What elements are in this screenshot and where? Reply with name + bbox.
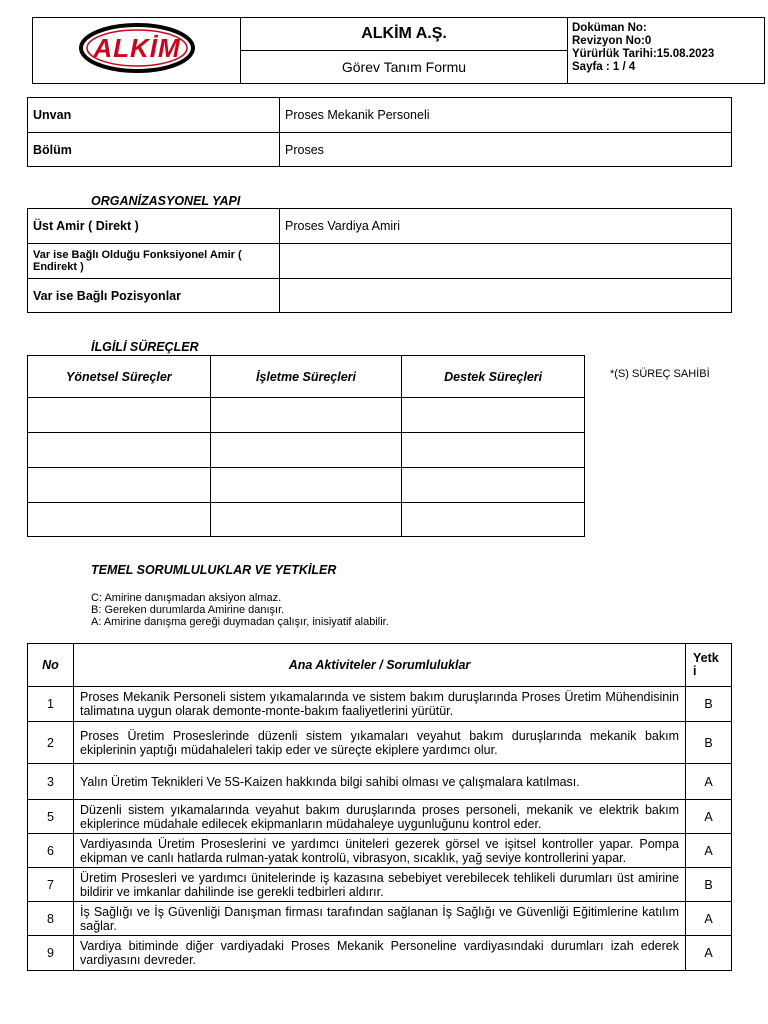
company-name: ALKİM A.Ş.	[241, 18, 568, 51]
table-cell	[210, 398, 402, 433]
table-cell	[210, 433, 402, 468]
company-logo	[78, 22, 196, 74]
legend-item: C: Amirine danışmadan aksiyon almaz.	[91, 592, 282, 604]
department-label: Bölüm	[28, 133, 280, 167]
effective-date: Yürürlük Tarihi:15.08.2023	[572, 48, 715, 60]
row-number: 8	[28, 902, 74, 936]
table-row	[28, 834, 732, 868]
table-row	[28, 687, 732, 722]
row-number: 5	[28, 800, 74, 834]
row-activity: Yalın Üretim Teknikleri Ve 5S-Kaizen hakkında bilgi sahibi olması ve çalışmalara katılması.	[74, 764, 686, 800]
table-cell	[402, 398, 585, 433]
table-row	[28, 433, 585, 468]
column-header-activity: Ana Aktiviteler / Sorumluluklar	[74, 644, 686, 687]
positions-label: Var ise Bağlı Pozisyonlar	[28, 279, 280, 313]
authority-header-line1: Yetk	[693, 651, 719, 665]
document-header	[32, 17, 765, 84]
logo-cell	[33, 18, 241, 84]
row-activity: Proses Üretim Proseslerinde düzenli sistem yıkamaları veyahut bakım duruşlarında mekanik bakım ekiplerinin yaptığı müdahaleleri takip eder ve süreçte ekiplere yardımcı olur.	[74, 722, 686, 764]
table-row	[28, 398, 585, 433]
table-row	[28, 936, 732, 971]
row-number: 7	[28, 868, 74, 902]
row-number: 2	[28, 722, 74, 764]
table-row	[28, 503, 585, 537]
row-authority: B	[686, 868, 732, 902]
table-cell	[28, 398, 211, 433]
responsibilities-heading: TEMEL SORUMLULUKLAR VE YETKİLER	[91, 563, 337, 577]
title-label: Unvan	[28, 98, 280, 133]
process-owner-note: *(S) SÜREÇ SAHİBİ	[610, 368, 710, 380]
row-number: 3	[28, 764, 74, 800]
table-cell	[28, 503, 211, 537]
positions-value	[280, 279, 732, 313]
processes-col-support: Destek Süreçleri	[402, 356, 585, 398]
direct-supervisor-value: Proses Vardiya Amiri	[280, 209, 732, 244]
row-authority: A	[686, 902, 732, 936]
table-cell	[28, 468, 211, 503]
page-number: Sayfa : 1 / 4	[572, 61, 636, 73]
doc-number: Doküman No:	[572, 22, 647, 34]
authority-header-line2: i	[693, 664, 697, 678]
row-authority: A	[686, 764, 732, 800]
row-number: 6	[28, 834, 74, 868]
organization-heading: ORGANİZASYONEL YAPI	[91, 194, 241, 208]
row-activity: Vardiyasında Üretim Proseslerini ve yardımcı üniteleri gezerek görsel ve işitsel kontroller yapar. Pompa ekipman ve canlı hatlarda rulman-yatak kontrolü, vibrasyon, sıcaklık, yağ seviye kontrollerini yapar.	[74, 834, 686, 868]
table-row	[28, 868, 732, 902]
responsibilities-table	[27, 643, 732, 971]
table-cell	[210, 468, 402, 503]
title-value: Proses Mekanik Personeli	[280, 98, 732, 133]
position-table	[27, 97, 732, 167]
table-cell	[402, 503, 585, 537]
row-authority: A	[686, 936, 732, 971]
functional-supervisor-value	[280, 244, 732, 279]
row-authority: A	[686, 800, 732, 834]
table-row	[28, 468, 585, 503]
revision-number: Revizyon No:0	[572, 35, 652, 47]
document-meta	[568, 18, 765, 84]
row-authority: A	[686, 834, 732, 868]
row-activity: Proses Mekanik Personeli sistem yıkamalarında ve sistem bakım duruşlarında Proses Üretim Mühendisinin talimatına uygun olarak demonte-monte-bakım faaliyetlerini yürütür.	[74, 687, 686, 722]
row-number: 1	[28, 687, 74, 722]
table-row	[28, 902, 732, 936]
row-activity: Üretim Prosesleri ve yardımcı ünitelerinde iş kazasına sebebiyet verebilecek tehlikeli durumları üst amirine bildirir ve imkanlar dahilinde ise gerekli tedbirleri aldırır.	[74, 868, 686, 902]
authority-legend	[91, 592, 389, 628]
processes-table	[27, 355, 585, 537]
organization-table	[27, 208, 732, 313]
processes-heading: İLGİLİ SÜREÇLER	[91, 340, 199, 354]
logo-text: ALKİM	[92, 33, 181, 63]
row-activity: İş Sağlığı ve İş Güvenliği Danışman firması tarafından sağlanan İş Sağlığı ve Güvenliği Eğitimlerine katılım sağlar.	[74, 902, 686, 936]
functional-supervisor-label: Var ise Bağlı Olduğu Fonksiyonel Amir ( Endirekt )	[28, 244, 280, 279]
form-title: Görev Tanım Formu	[241, 51, 568, 84]
legend-item: A: Amirine danışma gereği duymadan çalışır, inisiyatif alabilir.	[91, 616, 389, 628]
processes-col-operations: İşletme Süreçleri	[210, 356, 402, 398]
column-header-authority	[686, 644, 732, 687]
column-header-no: No	[28, 644, 74, 687]
table-row	[28, 722, 732, 764]
processes-col-management: Yönetsel Süreçler	[28, 356, 211, 398]
department-value: Proses	[280, 133, 732, 167]
row-activity: Vardiya bitiminde diğer vardiyadaki Proses Mekanik Personeline vardiyasındaki durumları izah ederek vardiyasını devreder.	[74, 936, 686, 971]
legend-item: B: Gereken durumlarda Amirine danışır.	[91, 604, 285, 616]
table-cell	[28, 433, 211, 468]
row-authority: B	[686, 687, 732, 722]
table-cell	[402, 468, 585, 503]
table-row	[28, 800, 732, 834]
direct-supervisor-label: Üst Amir ( Direkt )	[28, 209, 280, 244]
row-activity: Düzenli sistem yıkamalarında veyahut bakım duruşlarında proses personeli, mekanik ve elektrik bakım ekiplerince müdahale edilecek ekipmanların müdahaleye uygunluğunu kontrol eder.	[74, 800, 686, 834]
table-cell	[402, 433, 585, 468]
table-cell	[210, 503, 402, 537]
row-number: 9	[28, 936, 74, 971]
row-authority: B	[686, 722, 732, 764]
table-row	[28, 764, 732, 800]
